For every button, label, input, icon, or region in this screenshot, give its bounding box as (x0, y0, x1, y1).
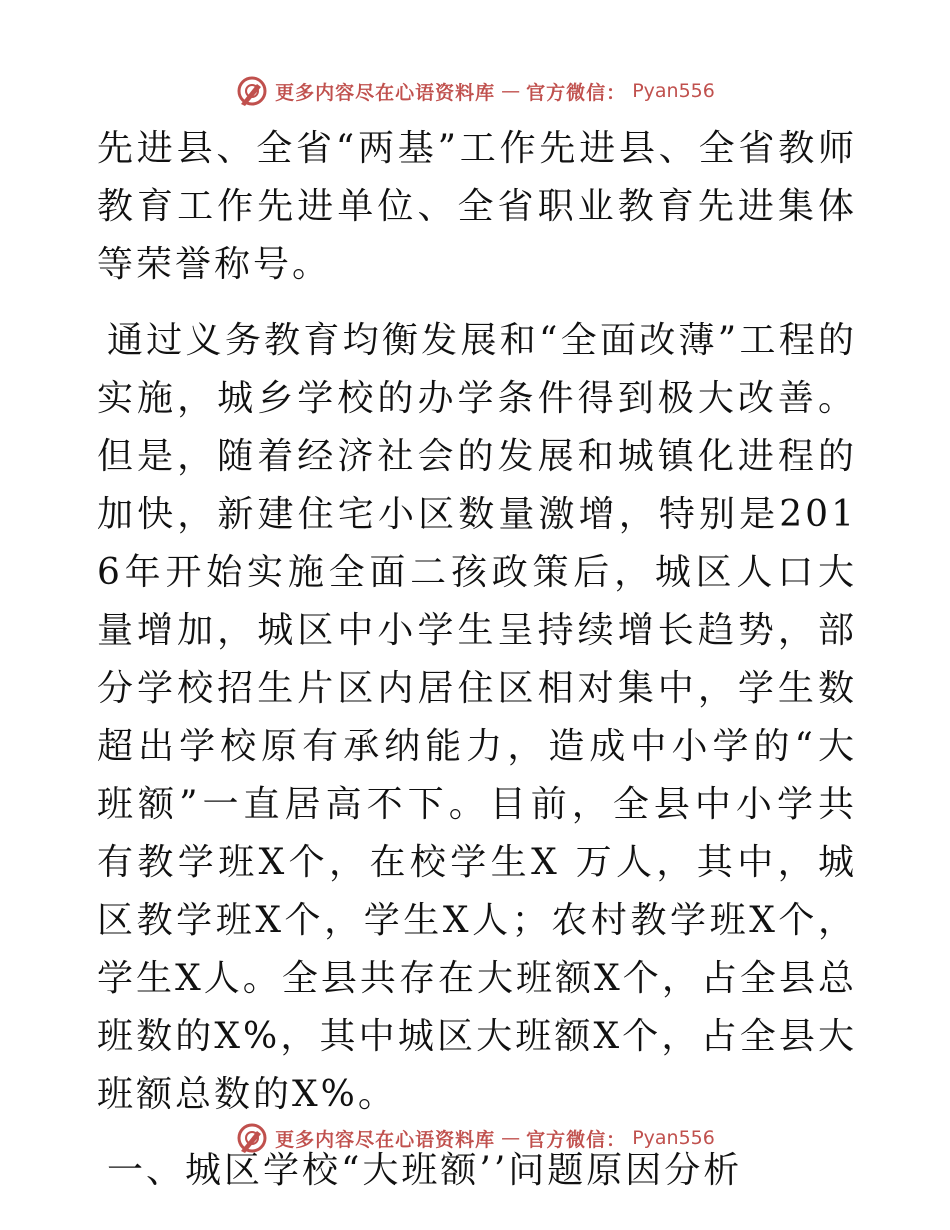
watermark-main-text: 更多内容尽在心语资料库 (275, 1128, 496, 1151)
watermark-wechat-id: Pyan556 (632, 1127, 715, 1149)
section-heading: 一、城区学校“大班额’’问题原因分析 (107, 1150, 743, 1191)
watermark-sub-text: 官方微信： (526, 1128, 627, 1151)
watermark-sub-text: 官方微信： (526, 81, 627, 104)
footer-watermark (0, 1118, 950, 1158)
pen-logo-icon (235, 1121, 269, 1155)
header-watermark (0, 71, 950, 111)
paragraph-2: 通过义务教育均衡发展和“全面改薄”工程的实施，城乡学校的办学条件得到极大改善。但是，随着经济社会的发展和城镇化进程的加快，新建住宅小区数量激增，特别是2016年开始实施全面二孩政策后，城区人口大量增加，城区中小学生呈持续增长趋势，部分学校招生片区内居住区相对集中，学生数超出学校原有承纳能力，造成中小学的“大班额”一直居高不下。目前，全县中小学共有教学班X个，在校学生X 万人，其中，城区教学班X个，学生X人；农村教学班X个，学生X人。全县共存在大班额X个，占全县总班数的X%，其中城区大班额X个，占全县大班额总数的X%。 (97, 320, 857, 1115)
watermark-main-text: 更多内容尽在心语资料库 (275, 81, 496, 104)
paragraph-1: 先进县、全省“两基”工作先进县、全省教师教育工作先进单位、全省职业教育先进集体等荣誉称号。 (97, 128, 857, 285)
watermark-wechat-id: Pyan556 (632, 80, 715, 102)
pen-logo-icon (235, 74, 269, 108)
watermark-dash: — (501, 80, 521, 102)
document-body (97, 120, 857, 1200)
watermark-dash: — (501, 1127, 521, 1149)
